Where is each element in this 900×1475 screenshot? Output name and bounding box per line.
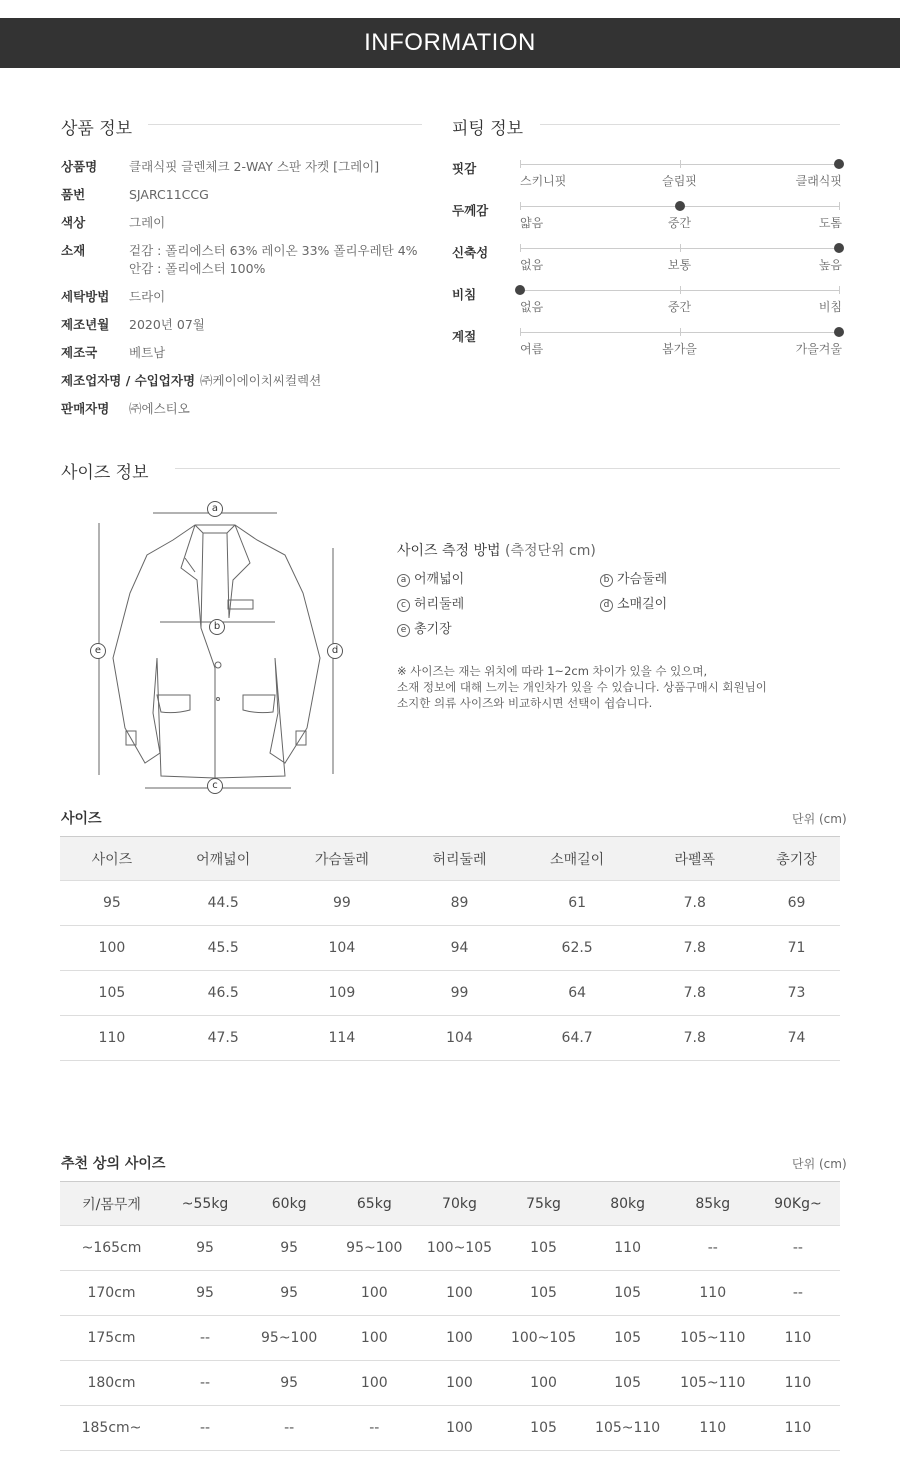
table-header-cell: ~55kg: [163, 1182, 247, 1226]
table-cell: 110: [756, 1316, 840, 1361]
fitting-row: [452, 327, 842, 367]
size-info-divider: [175, 468, 840, 469]
product-info-value: 클래식핏 글렌체크 2-WAY 스판 자켓 [그레이]: [129, 159, 380, 174]
table-cell: 46.5: [164, 971, 283, 1016]
legend-mark: e: [397, 624, 410, 637]
table-cell: 100: [60, 926, 164, 971]
table-header-cell: 90Kg~: [756, 1182, 840, 1226]
table-row: [60, 881, 840, 926]
legend-mark: b: [600, 574, 613, 587]
table-row: [60, 926, 840, 971]
table-row: [60, 1361, 840, 1406]
fitting-option: 봄가을: [662, 342, 697, 356]
table-row: [60, 1016, 840, 1061]
fitting-label: 신축성: [452, 245, 489, 260]
table-header-cell: 85kg: [670, 1182, 756, 1226]
product-info-label: 색상: [61, 215, 86, 230]
product-info-divider: [148, 124, 422, 125]
table-cell: 95: [163, 1226, 247, 1271]
diagram-label-a: a: [207, 501, 223, 517]
fitting-selected-dot: [834, 327, 844, 337]
product-info-label: 제조년월: [61, 317, 110, 332]
fitting-option: 보통: [667, 258, 692, 272]
legend-item: [397, 618, 452, 637]
note-line: 소지한 의류 사이즈와 비교하시면 선택이 쉽습니다.: [397, 696, 653, 710]
fitting-label: 계절: [452, 329, 477, 344]
fitting-option: 없음: [520, 258, 544, 272]
table-cell: 105: [586, 1361, 670, 1406]
table-cell: 47.5: [164, 1016, 283, 1061]
table-cell: 100: [417, 1271, 501, 1316]
table-cell: 7.8: [636, 926, 753, 971]
fitting-option: 비침: [818, 300, 842, 314]
table-cell: 7.8: [636, 971, 753, 1016]
product-info-value: ㈜케이에이치씨컬렉션: [200, 373, 322, 388]
table-cell: 62.5: [518, 926, 637, 971]
size-info-title: 사이즈 정보: [61, 463, 149, 483]
table-cell: 100: [331, 1316, 417, 1361]
legend-item: [397, 593, 464, 612]
table-header-cell: 소매길이: [518, 837, 637, 881]
table-header-cell: 60kg: [247, 1182, 331, 1226]
legend-label: 어깨넓이: [414, 572, 465, 587]
fitting-tick: [680, 160, 681, 168]
recommend-table-unit: 단위 (cm): [792, 1157, 847, 1171]
table-cell: 110: [670, 1271, 756, 1316]
table-row: [60, 971, 840, 1016]
fitting-option: 여름: [520, 342, 544, 356]
table-cell: --: [247, 1406, 331, 1451]
size-note: [397, 663, 767, 711]
legend-item: [600, 593, 667, 612]
fitting-option: 얇음: [520, 216, 544, 230]
fitting-info-title: 피팅 정보: [452, 119, 524, 139]
table-row: [60, 1406, 840, 1451]
table-header-cell: 80kg: [586, 1182, 670, 1226]
table-header-cell: 총기장: [753, 837, 840, 881]
product-info-value: ㈜에스티오: [129, 401, 190, 416]
table-header-cell: 라펠폭: [636, 837, 753, 881]
fitting-tick: [680, 328, 681, 336]
product-info-value: 드라이: [129, 289, 166, 304]
fitting-option: 슬림핏: [662, 174, 697, 188]
table-cell: 105: [501, 1271, 585, 1316]
product-info-label: 제조업자명 / 수입업자명: [61, 373, 196, 388]
table-cell: 44.5: [164, 881, 283, 926]
product-info-label: 판매자명: [61, 401, 110, 416]
note-line: 소재 정보에 대해 느끼는 개인차가 있을 수 있습니다. 상품구매시 회원님이: [397, 680, 767, 694]
table-cell: 89: [401, 881, 518, 926]
table-cell: --: [756, 1226, 840, 1271]
fitting-label: 두께감: [452, 203, 489, 218]
table-cell: --: [163, 1361, 247, 1406]
table-cell: --: [163, 1406, 247, 1451]
table-cell: 95~100: [247, 1316, 331, 1361]
table-cell: 61: [518, 881, 637, 926]
fitting-tick: [520, 328, 521, 336]
table-cell: --: [670, 1226, 756, 1271]
size-table-title: 사이즈: [61, 811, 102, 827]
diagram-label-e: e: [90, 643, 106, 659]
jacket-diagram: [85, 498, 355, 798]
product-info-value: 그레이: [129, 215, 166, 230]
table-cell: 95~100: [331, 1226, 417, 1271]
fitting-option: 클래식핏: [795, 174, 842, 188]
table-cell: 110: [756, 1361, 840, 1406]
size-table: [60, 836, 840, 1061]
table-cell: 100~105: [417, 1226, 501, 1271]
fitting-selected-dot: [834, 159, 844, 169]
legend-item: [397, 568, 464, 587]
table-cell: 100: [331, 1361, 417, 1406]
fitting-label: 핏감: [452, 161, 477, 176]
fitting-tick: [520, 244, 521, 252]
table-cell: --: [331, 1406, 417, 1451]
product-info-value: 겉감 : 폴리에스터 63% 레이온 33% 폴리우레탄 4%: [129, 243, 418, 258]
fitting-row: [452, 285, 842, 325]
recommend-table-title: 추천 상의 사이즈: [61, 1156, 166, 1172]
table-cell: 100: [417, 1316, 501, 1361]
fitting-tick: [680, 244, 681, 252]
product-info-value: 베트남: [129, 345, 166, 360]
table-cell: 105: [501, 1226, 585, 1271]
table-cell: 100: [417, 1406, 501, 1451]
size-table-unit: 단위 (cm): [792, 812, 847, 826]
fitting-tick: [520, 202, 521, 210]
table-cell: 100~105: [501, 1316, 585, 1361]
fitting-option: 없음: [520, 300, 544, 314]
fitting-tick: [839, 202, 840, 210]
fitting-row: [452, 159, 842, 199]
table-header-cell: 허리둘레: [401, 837, 518, 881]
table-cell: 180cm: [60, 1361, 163, 1406]
measure-method-title: [397, 540, 596, 560]
table-cell: 95: [247, 1271, 331, 1316]
fitting-option: 가을겨울: [795, 342, 842, 356]
table-cell: 64: [518, 971, 637, 1016]
table-cell: 95: [247, 1361, 331, 1406]
product-info-label: 품번: [61, 187, 86, 202]
fitting-row: [452, 201, 842, 241]
product-info-label: 소재: [61, 243, 86, 258]
product-info-label: 제조국: [61, 345, 98, 360]
table-cell: 114: [283, 1016, 402, 1061]
size-table-header: [60, 837, 840, 881]
table-cell: 69: [753, 881, 840, 926]
recommend-table-header: [60, 1182, 840, 1226]
table-cell: 110: [60, 1016, 164, 1061]
information-banner: INFORMATION: [0, 18, 900, 68]
table-cell: 100: [501, 1361, 585, 1406]
fitting-selected-dot: [515, 285, 525, 295]
recommend-table: [60, 1181, 840, 1451]
legend-mark: d: [600, 599, 613, 612]
table-cell: 105~110: [586, 1406, 670, 1451]
table-cell: 99: [283, 881, 402, 926]
product-info-value: 2020년 07월: [129, 317, 205, 332]
table-cell: 95: [163, 1271, 247, 1316]
table-cell: 73: [753, 971, 840, 1016]
legend-label: 가슴둘레: [617, 572, 668, 587]
table-cell: 71: [753, 926, 840, 971]
legend-mark: c: [397, 599, 410, 612]
legend-mark: a: [397, 574, 410, 587]
table-cell: 95: [60, 881, 164, 926]
measure-unit: (측정단위 cm): [505, 543, 596, 559]
legend-label: 소매길이: [617, 597, 668, 612]
product-info-value: SJARC11CCG: [129, 187, 209, 202]
legend-label: 허리둘레: [414, 597, 465, 612]
fitting-option: 높음: [818, 258, 842, 272]
table-cell: 94: [401, 926, 518, 971]
table-cell: 105: [586, 1271, 670, 1316]
table-cell: 110: [670, 1406, 756, 1451]
table-cell: 185cm~: [60, 1406, 163, 1451]
diagram-label-c: c: [207, 778, 223, 794]
table-header-cell: 가슴둘레: [283, 837, 402, 881]
table-cell: 105: [60, 971, 164, 1016]
fitting-tick: [839, 286, 840, 294]
product-info-label: 세탁방법: [61, 289, 110, 304]
jacket-outline-icon: [85, 498, 355, 798]
table-header-cell: 75kg: [501, 1182, 585, 1226]
table-cell: 105~110: [670, 1316, 756, 1361]
diagram-label-d: d: [327, 643, 343, 659]
diagram-label-b: b: [209, 619, 225, 635]
table-cell: 64.7: [518, 1016, 637, 1061]
legend-item: [600, 568, 667, 587]
table-cell: 170cm: [60, 1271, 163, 1316]
table-row: [60, 1271, 840, 1316]
table-row: [60, 1226, 840, 1271]
table-cell: 110: [586, 1226, 670, 1271]
table-header-cell: 어깨넓이: [164, 837, 283, 881]
table-cell: 105~110: [670, 1361, 756, 1406]
product-info-label: 상품명: [61, 159, 98, 174]
fitting-info-divider: [540, 124, 840, 125]
table-cell: 110: [756, 1406, 840, 1451]
table-cell: 104: [283, 926, 402, 971]
table-cell: 100: [417, 1361, 501, 1406]
table-cell: --: [756, 1271, 840, 1316]
table-row: [60, 1316, 840, 1361]
fitting-selected-dot: [675, 201, 685, 211]
fitting-option: 중간: [667, 300, 692, 314]
fitting-selected-dot: [834, 243, 844, 253]
table-cell: 7.8: [636, 881, 753, 926]
table-cell: 99: [401, 971, 518, 1016]
table-cell: 7.8: [636, 1016, 753, 1061]
table-cell: 104: [401, 1016, 518, 1061]
fitting-option: 중간: [667, 216, 692, 230]
product-info-title: 상품 정보: [61, 119, 133, 139]
table-cell: 100: [331, 1271, 417, 1316]
table-header-cell: 70kg: [417, 1182, 501, 1226]
table-cell: 109: [283, 971, 402, 1016]
note-line: ※ 사이즈는 재는 위치에 따라 1~2cm 차이가 있을 수 있으며,: [397, 664, 708, 678]
table-cell: 95: [247, 1226, 331, 1271]
table-header-cell: 사이즈: [60, 837, 164, 881]
table-cell: --: [163, 1316, 247, 1361]
fitting-tick: [680, 286, 681, 294]
table-cell: ~165cm: [60, 1226, 163, 1271]
product-info-value-2: 안감 : 폴리에스터 100%: [129, 261, 266, 276]
fitting-row: [452, 243, 842, 283]
fitting-tick: [520, 160, 521, 168]
table-header-cell: 65kg: [331, 1182, 417, 1226]
fitting-label: 비침: [452, 287, 477, 302]
legend-label: 총기장: [414, 622, 452, 637]
table-cell: 45.5: [164, 926, 283, 971]
fitting-option: 도톰: [818, 216, 842, 230]
measure-method-label: 사이즈 측정 방법: [397, 543, 501, 559]
table-cell: 105: [501, 1406, 585, 1451]
fitting-option: 스키니핏: [520, 174, 567, 188]
table-header-cell: 키/몸무게: [60, 1182, 163, 1226]
table-cell: 105: [586, 1316, 670, 1361]
table-cell: 175cm: [60, 1316, 163, 1361]
table-cell: 74: [753, 1016, 840, 1061]
